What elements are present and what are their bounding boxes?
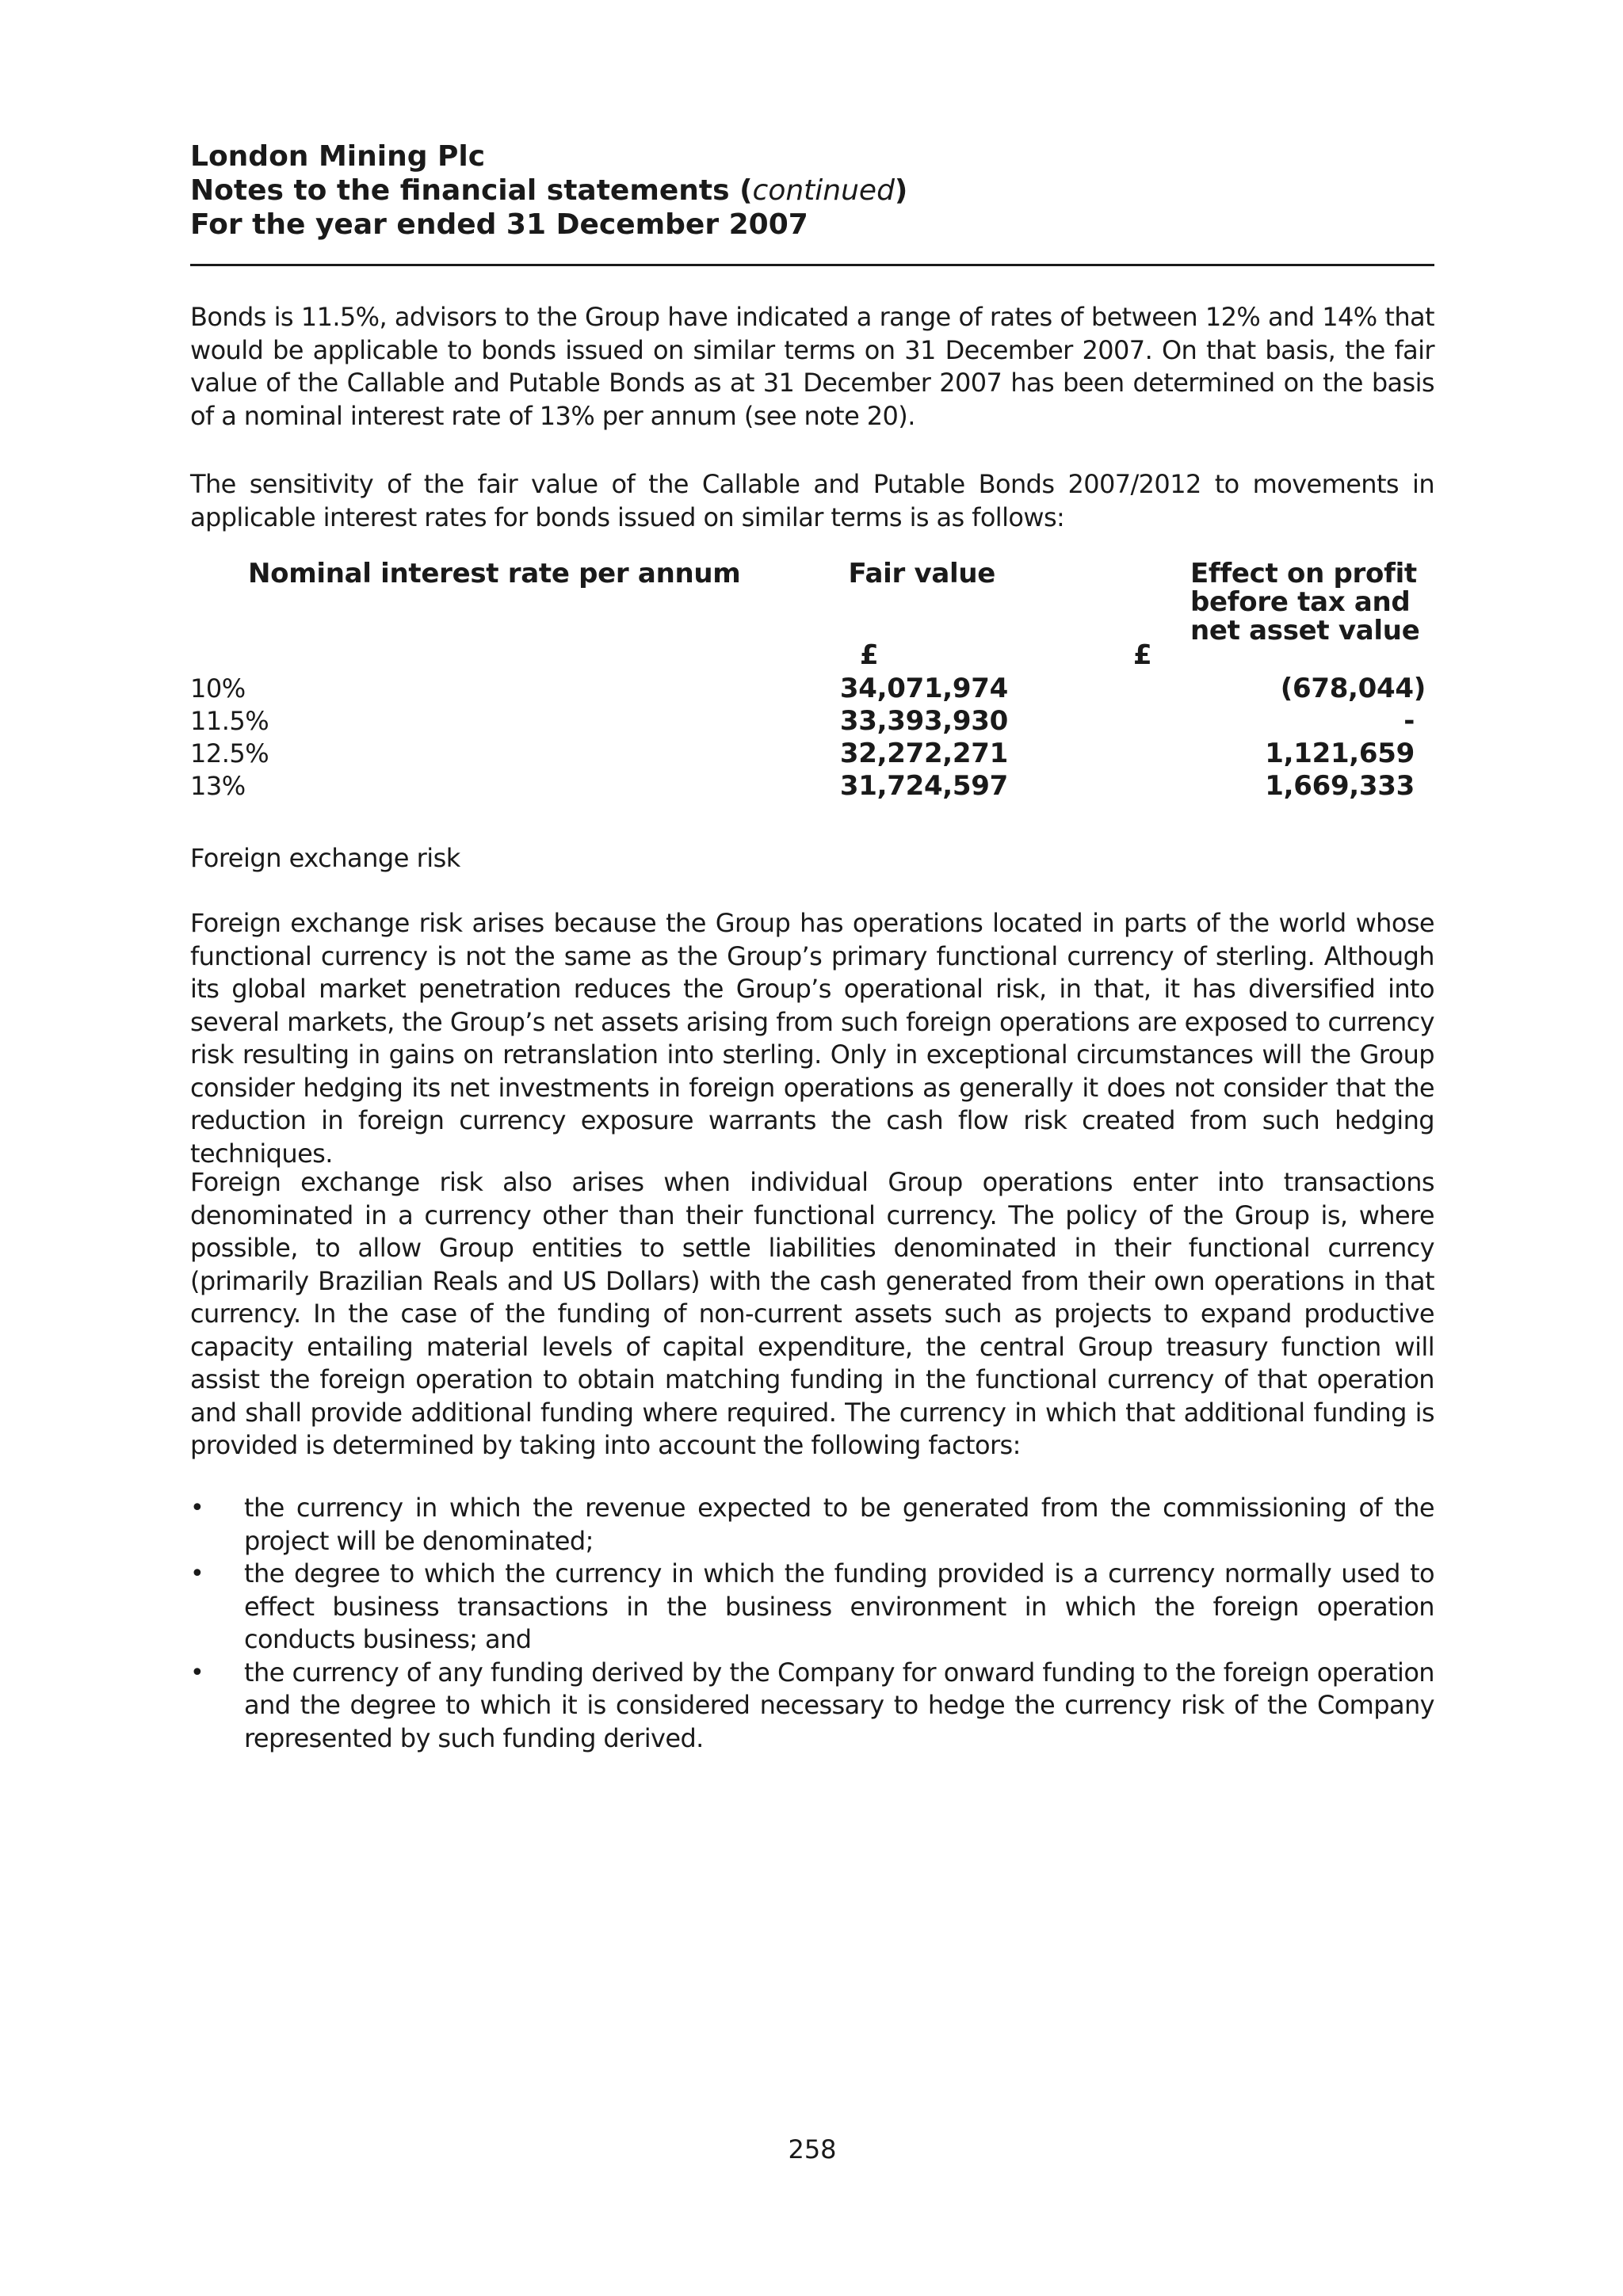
cell-effect: (678,044): [1280, 673, 1426, 704]
list-item: [190, 1657, 1434, 1756]
unit-fair-value: £: [860, 639, 879, 671]
cell-rate: 10%: [190, 673, 246, 704]
company-name: London Mining Plc: [190, 140, 486, 173]
cell-rate: 12.5%: [190, 738, 269, 769]
paragraph-sensitivity-intro: The sensitivity of the fair value of the Callable and Putable Bonds 2007/2012 to movements in applicable interest rates for bonds issued on similar terms is as follows:: [190, 469, 1434, 532]
bullet-icon: •: [190, 1658, 204, 1687]
list-item-text: the degree to which the currency in which the funding provided is a currency normally used to effect business transactions in the business environment in which the foreign operation conducts business; and: [244, 1558, 1434, 1654]
column-header-rate: Nominal interest rate per annum: [248, 558, 741, 589]
section-subheading: Foreign exchange risk: [190, 843, 460, 873]
column-header-effect-line2: before tax and: [1190, 586, 1411, 618]
cell-effect: 1,121,659: [1265, 738, 1415, 769]
cell-fair-value: 31,724,597: [839, 770, 1008, 802]
paragraph-fx-risk: Foreign exchange risk arises because the Group has operations located in parts of the world whose functional currency is not the same as the Group’s primary functional currency of sterling. Although its global market penetration reduces the Group’s operational risk, in that, it has diversified into several markets, the Group’s net assets arising from such foreign operations are exposed to currency risk resulting in gains on retranslation into sterling. Only in exceptional circumstances will the Group consider hedging its net investments in foreign operations as generally it does not consider that the reduction in foreign currency exposure warrants the cash flow risk created from such hedging techniques.: [190, 908, 1434, 1169]
period-line: For the year ended 31 December 2007: [190, 208, 808, 241]
page-number: 258: [788, 2134, 837, 2164]
cell-rate: 11.5%: [190, 706, 269, 736]
cell-fair-value: 33,393,930: [839, 705, 1008, 737]
notes-title-close: ): [894, 174, 908, 207]
cell-effect: -: [1403, 705, 1415, 737]
page-header: [190, 139, 1434, 242]
column-header-effect-line3: net asset value: [1190, 615, 1420, 646]
list-item-text: the currency of any funding derived by the Company for onward funding to the foreign operation and the degree to which it is considered necessary to hedge the currency risk of the Company represented by such funding derived.: [244, 1657, 1434, 1753]
document-page: [190, 0, 1434, 2296]
cell-effect: 1,669,333: [1265, 770, 1415, 802]
list-item: [190, 1558, 1434, 1657]
column-header-effect: [1000, 558, 1420, 646]
list-item: [190, 1492, 1434, 1558]
bullet-icon: •: [190, 1560, 204, 1588]
notes-continued: continued: [752, 174, 895, 207]
cell-fair-value: 34,071,974: [839, 673, 1008, 704]
notes-title: [190, 174, 1434, 208]
column-header-effect-line1: Effect on profit: [1190, 558, 1417, 589]
cell-fair-value: 32,272,271: [839, 738, 1008, 769]
table-row: [190, 705, 1434, 738]
paragraph-fx-transactions: Foreign exchange risk also arises when individual Group operations enter into transactions denominated in a currency other than their functional currency. The policy of the Group is, where possible, to allow Group entities to settle liabilities denominated in their functional currency (primarily Brazilian Reals and US Dollars) with the cash generated from their own operations in that currency. In the case of the funding of non-current assets such as projects to expand productive capacity entailing material levels of capital expenditure, the central Group treasury function will assist the foreign operation to obtain matching funding in the functional currency of that operation and shall provide additional funding where required. The currency in which that additional funding is provided is determined by taking into account the following factors:: [190, 1167, 1434, 1460]
table-row: [190, 673, 1434, 705]
cell-rate: 13%: [190, 771, 246, 801]
factors-list: [190, 1492, 1434, 1755]
unit-effect: £: [1133, 639, 1152, 671]
bullet-icon: •: [190, 1494, 204, 1522]
column-header-fair-value: Fair value: [848, 558, 995, 589]
sensitivity-table: [190, 559, 1434, 813]
paragraph-bonds-rate: Bonds is 11.5%, advisors to the Group have indicated a range of rates of between 12% and 14% that would be applicable to bonds issued on similar terms on 31 December 2007. On that basis, the fair value of the Callable and Putable Bonds as at 31 December 2007 has been determined on the basis of a nominal interest rate of 13% per annum (see note 20).: [190, 302, 1434, 431]
table-row: [190, 770, 1434, 803]
list-item-text: the currency in which the revenue expected to be generated from the commissioning of the project will be denominated;: [244, 1493, 1434, 1556]
notes-title-text: Notes to the financial statements (: [190, 174, 753, 207]
table-row: [190, 738, 1434, 770]
header-divider: [190, 264, 1434, 266]
